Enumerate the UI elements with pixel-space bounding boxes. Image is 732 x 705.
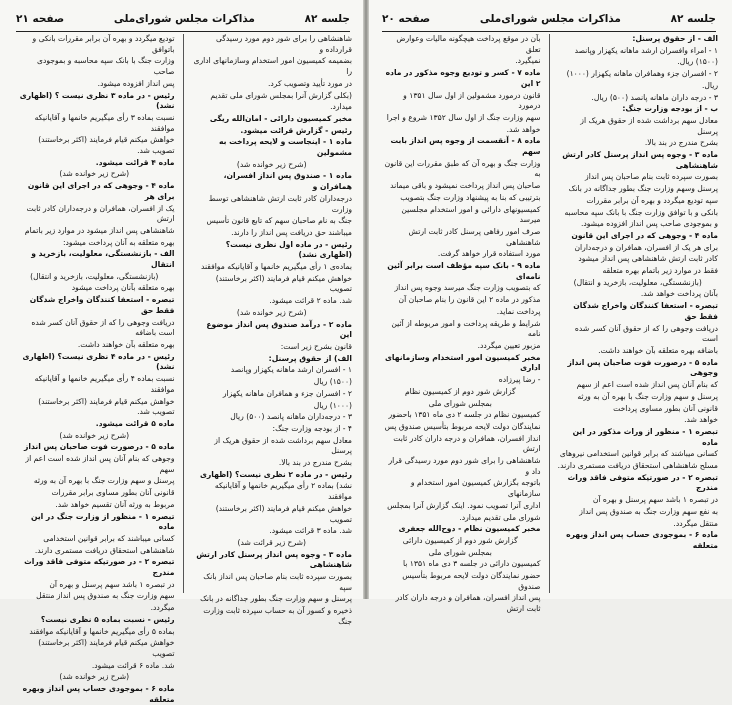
text-line: تبصره ۲ - در صورتیکه متوفی فاقد وراث مندرج <box>567 472 718 493</box>
text-line: که بنام آنان پس انداز شده است اعم از سهم <box>576 380 718 390</box>
text-line: خواهد شد. <box>506 124 541 134</box>
text-line: که بتصویب وزارت جنگ میرسد وجوه پس انداز <box>394 283 541 293</box>
text-line: ماده ۵ - درصورت فوت صاحبان پس انداز <box>24 442 175 452</box>
text-line: بهره متعلقه به آنان پرداخت میشود: <box>62 237 175 247</box>
left-page <box>0 0 366 704</box>
book-gutter <box>363 0 369 599</box>
text-line: خواهش میکنم قیام فرمایند (اکثر برخاستند) تصویب شد. <box>38 396 175 417</box>
text-line: بآنان پرداخت خواهد شد. <box>640 289 718 299</box>
text-line: رئیس - نسبت بماده ۵ نظری نیست؟ <box>40 614 175 624</box>
text-line: میگردد. <box>150 603 175 613</box>
text-line: پرداخت نماید. <box>496 306 541 316</box>
text-line: (بکلی گزارش آنرا بمجلس شورای ملی تقدیم <box>210 90 352 100</box>
text-line: (شرح زیر خوانده شد) <box>59 430 130 440</box>
left-page-left-column <box>14 34 175 704</box>
text-line: ماده ۳ - وجوه پس انداز پرسنل کادر ارتش شاهنشاهی <box>196 549 352 570</box>
text-line: (بازنشستگی، معلولیت، بازخرید و انتقال) <box>573 277 702 287</box>
text-line: ماده ۲ - درآمد صندوق پس انداز موضوع این <box>206 319 352 340</box>
text-line: گزارش شور دوم از کمیسیون نظام <box>404 386 516 396</box>
text-line: بشرح مندرج در بند بالا. <box>278 458 352 468</box>
text-line: در تبصره ۱ باشد سهم پرسنل و بهره آن <box>592 495 718 505</box>
text-line: دریافت وجوهی را که از حقوق آنان کسر شده است باضافه <box>31 317 175 338</box>
text-line: الف) از حقوق پرسنل: <box>268 353 352 363</box>
text-line: درجه‌داران کادر ثابت ارتش شاهنشاهی توسط وزارت <box>208 193 352 214</box>
text-line: انداز افسران، همافران و درجه داران کادر ثابت ارتش <box>393 433 541 454</box>
right-page-number: صفحه ۲۰ <box>382 13 431 25</box>
text-line: نشد) بماده ۲ رأی میگیریم خانمها و آقایانیکه موافقند <box>214 481 352 502</box>
text-line: شورای ملی تقدیم میدارد. <box>459 512 541 522</box>
text-line: ماده ۴ - وجوهی که در اجرای این قانون <box>571 230 718 240</box>
text-line: شاهنشاهی را برای شور دوم مورد رسیدگی قرار داد و <box>388 456 541 476</box>
right-page-left-column <box>380 34 541 614</box>
text-line: قانون بشرح زیر است: <box>280 341 352 351</box>
text-line: پس انداز افزوده میشود. <box>97 78 175 88</box>
text-line: خواهش میکنم قیام فرمایند (اکثر برخاستند) تصویب <box>215 503 352 524</box>
text-line: خواهش میکنم قیام فرمایند (اکثر برخاستند) تصویب <box>38 638 175 658</box>
text-line: (شرح زیر خوانده شد) <box>59 169 130 179</box>
text-line: بصورت سپرده ثابت بنام صاحبان پس انداز بانک سپه <box>203 572 352 592</box>
text-line: مذکور در ماده ۲ این قانون را بنام صاحبان آن <box>398 295 541 305</box>
text-line: ۳ - درجه داران ماهانه پانصد (۵۰۰) ریال. <box>591 92 718 102</box>
text-line: تودیع میگردد و بهره آن برابر مقررات بانکی و باتوافق <box>32 34 175 54</box>
text-line: ماده ۹ - بانک سپه مؤظف است برابر آئین نامه‌ای <box>387 261 541 281</box>
text-line: الف - بازنشستگی، معلولیت، بازخرید و انتقال <box>31 249 175 270</box>
text-line: ۴ - از بودجه وزارت جنگ: <box>272 423 352 433</box>
text-line: بماده ۵ رأی میگیریم خانمها و آقایانیکه موافقند <box>29 626 175 636</box>
text-line: فقط در موارد زیر باتمام بهره متعلقه <box>602 266 718 276</box>
right-page-right-column <box>558 34 719 593</box>
text-line: منتقل میگردد. <box>673 518 718 528</box>
text-line: بهره متعلقه بآن خواهند داشت. <box>77 339 175 349</box>
text-line: در تبصره ۱ باشد سهم پرسنل و بهره آن <box>49 579 175 589</box>
text-line: (شرح زیر قرائت شد) <box>237 537 306 547</box>
text-line: معادل سهم برداشت شده از حقوق هریک از پرسنل <box>580 115 718 136</box>
text-line: بشرح مندرج در بند بالا. <box>644 138 718 148</box>
text-line: کمیسیون دارائی در جلسه ۳ دی ماه ۱۳۵۱ با <box>402 559 541 569</box>
text-line: کادر ثابت ارتش شاهنشاهی پس انداز میشود <box>578 254 718 264</box>
text-line: (شرح زیر خوانده شد) <box>59 672 130 682</box>
text-line: نمیگیرد. <box>515 56 541 66</box>
text-line: شاهنشاهی پس انداز میشود در موارد زیر باتمام <box>24 225 175 235</box>
text-line: (۱۵۰۰) ریال <box>313 377 352 387</box>
text-line: گزارش شور دوم از کمیسیون دارائی <box>402 535 518 545</box>
column-divider <box>549 34 550 593</box>
text-line: ماده ۸ - آنقسمت از وجوه پس انداز بابت سهم <box>390 136 541 157</box>
text-line: بآن در موقع پرداخت هیچگونه مالیات وعوارض تعلق <box>396 34 541 54</box>
text-line: و بموجودی صاحب پس انداز افزوده میشود. <box>580 219 718 229</box>
text-line: قانون درمورد مشمولین از اول سال ۱۳۵۱ و درمورد <box>403 90 541 111</box>
text-line: خواهش میکنم قیام فرمایند (اکثر برخاستند) تصویب <box>215 273 352 294</box>
text-line: کمیسیونهای دارائی و امور استخدام مجلسین میرسد <box>401 204 541 225</box>
text-line: سپه تودیع میگردد و بهره آن برابر مقررات <box>586 195 718 205</box>
text-line: ۲ - افسران جزء و همافران ماهانه یکهزار <box>222 388 352 398</box>
text-line: تبصره ۱ - منظور از وزارت جنگ در این ماده <box>30 511 175 532</box>
text-line: خواهد شد. <box>684 415 718 425</box>
text-line: رئیس - در ماده ۳ نظری نیست ؟ (اظهاری نشد) <box>19 90 175 111</box>
column-divider <box>183 34 184 593</box>
text-line: (شرح زیر خوانده شد) <box>236 159 307 169</box>
text-line: در مورد تأیید وتصویب کرد. <box>267 78 352 88</box>
text-line: شاهنشاهی استحقاق دریافت مستمری دارند. <box>34 545 175 555</box>
text-line: (۱۰۰۰) ریال <box>313 400 352 410</box>
text-line: رئیس - گزارش قرائت میشود. <box>240 125 352 135</box>
text-line: ماده ۱ - صندوق پس انداز افسران، همافران و <box>223 171 352 192</box>
text-line: صرف امور رفاهی پرسنل کادر ثابت ارتش شاهنشاهی <box>408 226 541 247</box>
text-line: مزبور تعیین میگردد. <box>477 340 541 350</box>
text-line: شد. ماده ۶ قرائت میشود. <box>91 660 175 670</box>
text-line: ب - از بودجه وزارت جنگ: <box>622 104 718 114</box>
text-line: بماده‌ی ۱ رأی میگیریم خانمها و آقایانیکه موافقند <box>200 262 352 272</box>
text-line: بضمیمه کمیسیون امور استخدام وسازمانهای اداری را <box>193 56 352 77</box>
text-line: کسانی میباشند که برابر قوانین استخدامی <box>43 533 175 543</box>
text-line: (شرح زیر خوانده شد) <box>236 307 307 317</box>
text-line: حضور نمایندگان دولت لایحه مربوط بتأسیس صندوق <box>402 571 541 591</box>
text-line: قانونی آنان بطور مساوی برابر مقررات <box>51 488 175 498</box>
text-line: ریال. <box>701 80 718 90</box>
text-line: ماده ۶ - بموجودی حساب پس انداز وبهره متعلقه <box>566 530 718 550</box>
text-line: بهره متعلقه بآنان پرداخت میشود <box>71 283 175 293</box>
text-line: نسبت بماده ۴ رأی میگیریم خانمها و آقایانیکه موافقند <box>34 374 175 394</box>
text-line: میدارد. <box>330 102 352 112</box>
text-line: شاهنشاهی را برای شور دوم مورد رسیدگی قرارداده و <box>215 34 352 54</box>
text-line: تبصره - استعفا کنندگان واخراج شدگان فقط حق <box>573 301 718 321</box>
text-line: بصورت سپرده ثابت بنام صاحبان پس انداز <box>585 172 718 182</box>
text-line: معادل سهم برداشت شده از حقوق هریک از پرسنل <box>214 435 352 456</box>
text-line: ماده ۶ - بموجودی حساب پس انداز وبهره متعلقه <box>22 684 175 704</box>
text-line: باضافه بهره متعلقه بآن خواهند داشت. <box>598 345 718 355</box>
text-line: بترتیبی که بنا به پیشنهاد وزارت جنگ بتصویب <box>400 192 541 202</box>
text-line: پرسنل وسهم وزارت جنگ بطور جداگانه در بانک <box>568 184 718 194</box>
text-line: قانونی آنان بطور مساوی پرداخت <box>613 403 718 413</box>
text-line: یک از افسران، همافران و درجه‌داران کادر ثابت ارتش <box>26 203 175 224</box>
text-line: رئیس - در ماده اول نظری نیست؟ (اظهاری نشد) <box>225 239 352 260</box>
text-line: نمایندگان دولت لایحه مربوط بتأسیس صندوق پس <box>384 421 541 431</box>
text-line: (بازنشستگی، معلولیت، بازخرید و انتقال) <box>30 271 159 281</box>
text-line: میباشند حق دریافت پس انداز را دارند. <box>231 227 352 237</box>
text-line: الف - از حقوق پرسنل: <box>632 34 718 43</box>
text-line: مخبر کمیسیون نظام - دوح‌الله جعفری <box>398 524 541 534</box>
text-line: پرسنل و سهم وزارت جنگ با بهره آن به ورثه <box>577 391 718 401</box>
text-line: بانکی و با توافق وزارت جنگ با بانک سپه محاسبه <box>564 207 718 217</box>
text-line: ۱ - افسران ارشد ماهانه یکهزار وپانصد <box>230 365 352 375</box>
text-line: ماده ۵ قرائت میشود. <box>95 418 175 428</box>
text-line: تبصره ۱ - منظور از وراث مذکور در این ماده <box>572 426 718 447</box>
text-line: - رضا پیرزاده <box>498 375 541 385</box>
text-line: نسبت بماده ۳ رأی میگیریم خانمها و آقایانیکه موافقند <box>34 112 175 133</box>
text-line: کسانی میباشند که برابر قوانین استخدامی نیروهای <box>559 449 718 459</box>
text-line: وزارت جنگ و بهره آن که طبق مقررات این قانون به <box>384 158 541 179</box>
text-line: بمجلس شورای ملی <box>428 547 492 557</box>
text-line: خواهش میکنم قیام فرمایند (اکثر برخاستند) تصویب شد. <box>38 135 175 156</box>
text-line: بمجلس شورای ملی <box>428 398 492 408</box>
left-running-title: مذاکرات مجلس شورای‌ملی <box>113 13 255 25</box>
right-page-columns <box>380 34 718 614</box>
text-line: کمیسیون نظام در جلسه ۲ دی ماه ۱۳۵۱ باحضور <box>388 410 541 420</box>
right-session-number: جلسه ۸۲ <box>670 13 716 25</box>
right-running-title: مذاکرات مجلس شورای‌ملی <box>479 13 621 25</box>
text-line: وزارت جنگ با بانک سپه محاسبه و بموجودی صاحب <box>37 56 175 77</box>
text-line: ماده ۴ قرائت میشود. <box>95 157 175 167</box>
text-line: شرایط و طریقه پرداخت و امور مربوطه از آئین نامه <box>391 318 541 339</box>
text-line: ذخیره و کسور آن به حساب سپرده ثابت وزارت جنگ <box>203 606 352 626</box>
text-line: تبصره - استعفا کنندگان واخراج شدگان فقط حق <box>29 295 175 315</box>
text-line: به نفع سهم وزارت جنگ به صندوق پس انداز <box>579 506 718 516</box>
text-line: رئیس - در ماده ۲ نظری نیست؟ (اظهاری <box>199 469 352 479</box>
text-line: ماده ۷ - کسر و تودیع وجوه مذکور در ماده ۲ این <box>385 68 541 88</box>
text-line: مربوط به ورثه آنان تقسیم خواهد شد. <box>55 499 175 509</box>
text-line: مخبر کمیسیون دارائی - امان‌الله ریگی <box>209 113 352 123</box>
text-line: سهم وزارت جنگ به صندوق پس انداز منتقل <box>36 591 175 601</box>
text-line: ماده ۵ - درصورت فوت صاحبان پس انداز وجوهی <box>567 357 718 378</box>
text-line: ماده ۱ - ‌اینجاست ‌و ‌لایحه پرداخت ‌به ‌مشمولین <box>219 137 352 158</box>
text-line: سهم وزارت جنگ از اول سال ۱۳۵۲ شروع و اجرا <box>386 112 541 122</box>
text-line: باتوجه بگزارش کمیسیون امور استخدام و سازمانهای <box>410 478 541 499</box>
right-page-header <box>382 10 716 32</box>
right-page <box>366 0 732 614</box>
text-line: برای هر یک از افسران، همافران و درجه‌داران <box>574 242 718 252</box>
text-line: شد. ماده ۲ قرائت میشود. <box>269 296 352 306</box>
left-page-number: صفحه ۲۱ <box>16 13 65 25</box>
text-line: پس انداز افسران، همافران و درجه داران کادر ثابت ارتش <box>395 593 541 614</box>
text-line: اداری آنرا تصویب نمود. اینک گزارش آنرا بمجلس <box>387 500 541 510</box>
left-page-header <box>16 10 350 32</box>
left-page-right-column <box>192 34 353 626</box>
left-page-columns <box>14 34 352 704</box>
text-line: مخبر کمیسیون امور استخدام وسازمانهای اداری <box>384 352 541 373</box>
text-line: پرسنل و سهم وزارت جنگ بطور جداگانه در بانک <box>200 594 352 604</box>
text-line: جنگ به نام صاحبان سهم که تابع قانون تأسیس <box>206 216 352 226</box>
left-session-number: جلسه ۸۲ <box>304 13 350 25</box>
text-line: مورد استفاده قرار خواهد گرفت. <box>437 249 541 259</box>
text-line: پرسنل و سهم وزارت جنگ با بهره آن به ورثه <box>33 476 175 486</box>
text-line: ماده ۴ - وجوهی که در اجرای این قانون برای هر <box>27 181 175 201</box>
text-line: ۳ - درجه‌داران ماهانه پانصد (۵۰۰) ریال <box>230 412 352 422</box>
text-line: تبصره ۲ - در صورتیکه متوفی فاقد وراث مندرج <box>24 557 175 578</box>
text-line: شد. ماده ۳ قرائت میشود. <box>269 526 352 536</box>
text-line: صاحبان پس انداز پرداخت نمیشود و باقی میماند <box>390 181 541 191</box>
text-line: (۱۵۰۰) ریال. <box>677 57 718 67</box>
text-line: دریافت وجوهی را که از حقوق آنان کسر شده است <box>574 323 718 344</box>
text-line: ماده ۳ - وجوه پس انداز پرسنل کادر ارتش شاهنشاهی <box>562 150 718 170</box>
text-line: ۲ - افسران جزء وهمافران ماهانه یکهزار (۱۰۰۰) <box>566 69 718 79</box>
text-line: مسلح شاهنشاهی استحقاق دریافت مستمری دارند. <box>557 461 718 471</box>
text-line: ۱ - امراء وافسران ارشد ماهانه یکهزار وپانصد <box>574 45 718 55</box>
text-line: وجوهی که بنام آنان پس انداز شده است اعم از سهم <box>25 454 175 474</box>
text-line: رئیس - در ماده ۴ نظری نیست؟ (اظهاری نشد) <box>22 351 175 372</box>
